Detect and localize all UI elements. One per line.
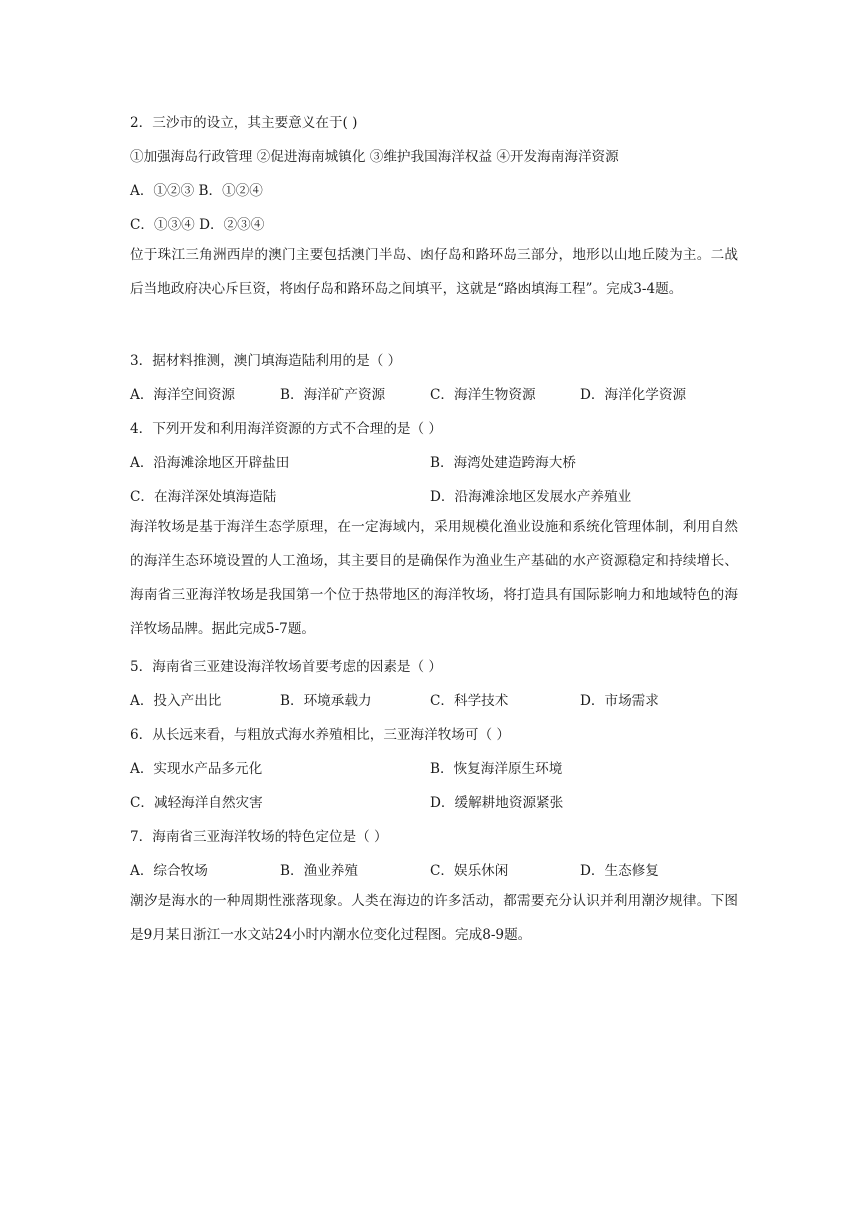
q3-option-c: C．海洋生物资源 bbox=[430, 387, 536, 403]
passage-ocean-ranch: 海洋牧场是基于海洋生态学原理，在一定海域内，采用规模化渔业设施和系统化管理体制，利用自然的海洋生态环境设置的人工渔场，其主要目的是确保作为渔业生产基础的水产资源稳定和持续增长、海南省三亚海洋牧场是我国第一个位于热带地区的海洋牧场，将打造具有国际影响力和地域特色的海洋牧场品牌。据此完成5-7题。 bbox=[130, 519, 738, 637]
passage-tide: 潮汐是海水的一种周期性涨落现象。人类在海边的许多活动，都需要充分认识并利用潮汐规律。下图是9月某日浙江一水文站24小时内潮水位变化过程图。完成8-9题。 bbox=[130, 893, 738, 943]
q6-option-d: D．缓解耕地资源紧张 bbox=[430, 795, 564, 811]
q5-stem: 5．海南省三亚建设海洋牧场首要考虑的因素是（ ） bbox=[130, 659, 443, 675]
q7-option-b: B．渔业养殖 bbox=[280, 863, 358, 879]
passage-macau: 位于珠江三角洲西岸的澳门主要包括澳门半岛、凼仔岛和路环岛三部分，地形以山地丘陵为主。二战后当地政府决心斥巨资，将凼仔岛和路环岛之间填平，这就是“路凼填海工程”。完成3-4题。 bbox=[130, 247, 738, 297]
q3-option-a: A．海洋空间资源 bbox=[130, 387, 235, 403]
q3-option-d: D．海洋化学资源 bbox=[580, 387, 687, 403]
q2-stem: 2．三沙市的设立，其主要意义在于( ) bbox=[130, 115, 358, 131]
q7-stem: 7．海南省三亚海洋牧场的特色定位是（ ） bbox=[130, 829, 388, 845]
q3-option-b: B．海洋矿产资源 bbox=[280, 387, 386, 403]
q2-options-ab: A．①②③ B．①②④ bbox=[130, 183, 263, 199]
q4-stem: 4．下列开发和利用海洋资源的方式不合理的是（ ） bbox=[130, 421, 443, 437]
q7-option-a: A．综合牧场 bbox=[130, 863, 208, 879]
q4-option-d: D．沿海滩涂地区发展水产养殖业 bbox=[430, 489, 632, 505]
q2-options-cd: C．①③④ D．②③④ bbox=[130, 217, 265, 233]
q6-option-b: B．恢复海洋原生环境 bbox=[430, 761, 563, 777]
q5-option-a: A．投入产出比 bbox=[130, 693, 222, 709]
q5-option-b: B．环境承载力 bbox=[280, 693, 372, 709]
q4-option-b: B．海湾处建造跨海大桥 bbox=[430, 455, 576, 471]
q3-stem: 3．据材料推测，澳门填海造陆利用的是（ ） bbox=[130, 353, 402, 369]
q4-option-a: A．沿海滩涂地区开辟盐田 bbox=[130, 455, 290, 471]
q6-option-c: C．减轻海洋自然灾害 bbox=[130, 795, 263, 811]
q4-option-c: C．在海洋深处填海造陆 bbox=[130, 489, 277, 505]
q5-option-c: C．科学技术 bbox=[430, 693, 509, 709]
q7-option-c: C．娱乐休闲 bbox=[430, 863, 509, 879]
q2-items: ①加强海岛行政管理 ②促进海南城镇化 ③维护我国海洋权益 ④开发海南海洋资源 bbox=[130, 149, 619, 165]
q5-option-d: D．市场需求 bbox=[580, 693, 659, 709]
q7-option-d: D．生态修复 bbox=[580, 863, 659, 879]
q6-option-a: A．实现水产品多元化 bbox=[130, 761, 263, 777]
q6-stem: 6．从长远来看，与粗放式海水养殖相比，三亚海洋牧场可（ ） bbox=[130, 727, 510, 743]
